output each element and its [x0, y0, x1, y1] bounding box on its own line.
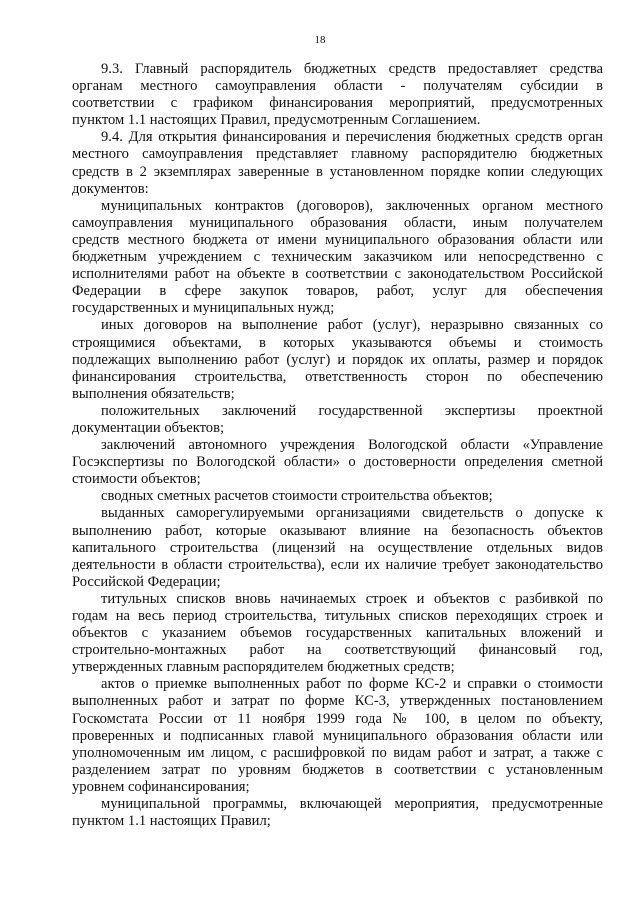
text-line: бюджетным учреждением с техническим заказчиком или непосредственно с — [72, 249, 603, 266]
text-line: титульных списков вновь начинаемых строек и объектов с разбивкой по — [101, 590, 603, 607]
text-line: Госэкспертизы по Вологодской области» о достоверности определения сметной — [72, 454, 603, 471]
text-line: Федерации в сфере закупок товаров, работ, услуг для обеспечения — [72, 283, 603, 300]
text-line: выполнения обязательств; — [72, 385, 235, 402]
text-line: 9.4. Для открытия финансирования и перечисления бюджетных средств орган — [101, 129, 603, 146]
text-line: средств в 2 экземплярах заверенные в установленном порядке копии следующих — [72, 163, 603, 180]
paragraph — [72, 591, 603, 676]
paragraph — [72, 488, 603, 505]
paragraph — [72, 437, 603, 488]
text-line: уполномоченным им лицом, с расшифровкой по видам работ и затрат, а также с — [72, 744, 603, 761]
paragraph — [72, 796, 603, 830]
text-line: уровнем софинансирования; — [72, 778, 250, 795]
text-line: капитального строительства (лицензий на осуществление отдельных видов — [72, 539, 603, 556]
text-line: Госкомстата России от 11 ноября 1999 года № 100, в целом по объекту, — [72, 710, 603, 727]
text-line: документов: — [72, 180, 149, 197]
text-line: финансирования строительства, ответственность сторон по обеспечению — [72, 368, 603, 385]
text-line: утвержденных главным распорядителем бюджетных средств; — [72, 659, 455, 676]
text-line: самоуправления муниципального образования области, иным получателем — [72, 214, 603, 231]
text-line: выданных саморегулируемыми организациями свидетельств о допуске к — [101, 505, 603, 522]
text-line: объектов с указанием объемов государственных капитальных вложений и — [72, 625, 603, 642]
paragraph — [72, 129, 603, 197]
text-line: подлежащих выполнению работ (услуг) и порядок их оплаты, размер и порядок — [72, 351, 603, 368]
text-line: сводных сметных расчетов стоимости строительства объектов; — [101, 488, 493, 505]
text-line: пунктом 1.1 настоящих Правил; — [72, 813, 271, 830]
text-line: Российской Федерации; — [72, 573, 221, 590]
text-line: строительно-монтажных работ на соответствующий финансовый год, — [72, 642, 603, 659]
text-line: органам местного самоуправления области - получателям субсидии в — [72, 78, 603, 95]
text-line: стоимости объектов; — [72, 471, 201, 488]
text-line: пунктом 1.1 настоящих Правил, предусмотренным Соглашением. — [72, 112, 481, 129]
text-line: разделением затрат по уровням бюджетов в соответствии с установленным — [72, 761, 603, 778]
document-body — [72, 61, 603, 830]
text-line: муниципальных контрактов (договоров), заключенных органом местного — [101, 197, 603, 214]
text-line: положительных заключений государственной экспертизы проектной — [101, 402, 603, 419]
text-line: исполнителями работ на объекте в соответствии с законодательством Российской — [72, 266, 603, 283]
text-line: муниципальной программы, включающей мероприятия, предусмотренные — [101, 796, 603, 813]
paragraph — [72, 198, 603, 318]
text-line: выполнению работ, которые оказывают влияние на безопасность объектов — [72, 522, 603, 539]
text-line: строящимися объектами, в которых указываются объемы и стоимость — [72, 334, 603, 351]
paragraph — [72, 61, 603, 129]
text-line: выполненных работ и затрат по форме КС-3, утвержденных постановлением — [72, 693, 603, 710]
text-line: местного самоуправления представляет главному распорядителю бюджетных — [72, 146, 603, 163]
text-line: деятельности в области строительства), если их наличие требует законодательство — [72, 556, 603, 573]
text-line: актов о приемке выполненных работ по форме КС-2 и справки о стоимости — [101, 676, 603, 693]
paragraph — [72, 403, 603, 437]
paragraph — [72, 676, 603, 796]
text-line: 9.3. Главный распорядитель бюджетных средств предоставляет средства — [101, 61, 603, 77]
text-line: документации объектов; — [72, 419, 225, 436]
paragraph — [72, 505, 603, 590]
text-line: заключений автономного учреждения Вологодской области «Управление — [101, 437, 603, 454]
text-line: соответствии с графиком финансирования мероприятий, предусмотренных — [72, 95, 603, 112]
text-line: средств местного бюджета от имени муниципального образования области или — [72, 231, 603, 248]
text-line: иных договоров на выполнение работ (услуг), неразрывно связанных со — [101, 317, 603, 334]
text-line: годам на весь период строительства, титульных списков переходящих строек и — [72, 608, 603, 624]
text-line: государственных и муниципальных нужд; — [72, 300, 335, 317]
paragraph — [72, 317, 603, 402]
text-line: проверенных и подписанных главой муниципального образования области или — [72, 727, 603, 744]
page-number: 18 — [314, 34, 326, 46]
